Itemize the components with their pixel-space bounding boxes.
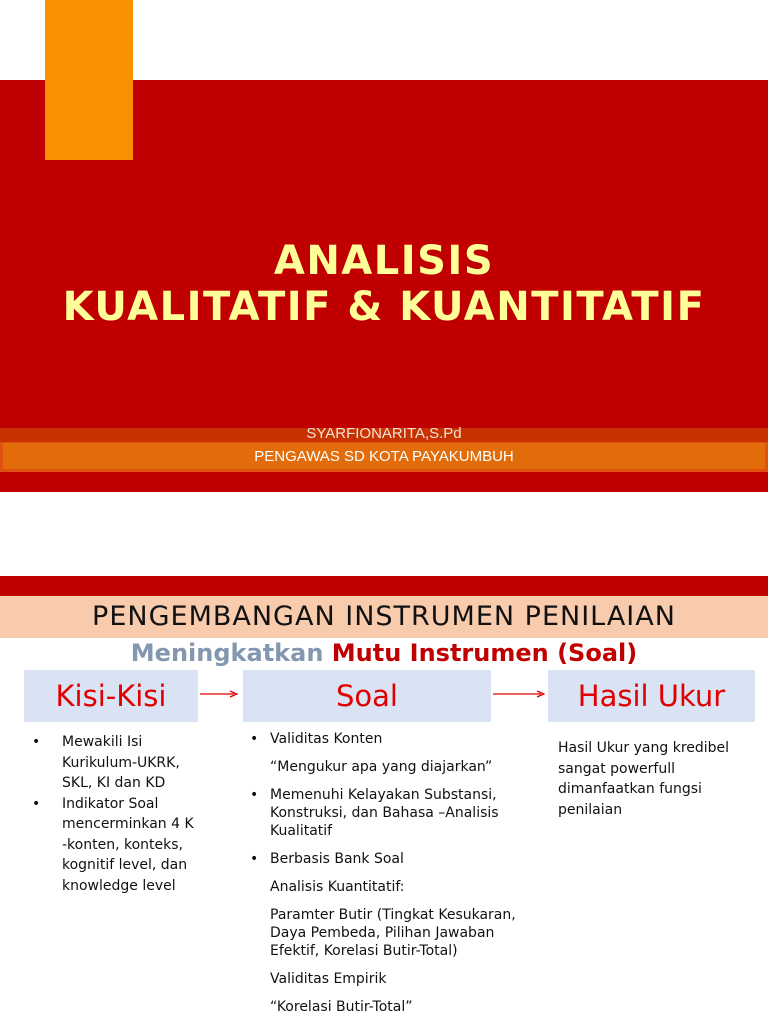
author-role: PENGAWAS SD KOTA PAYAKUMBUH [254, 448, 514, 465]
title-line-2: KUALITATIF & KUANTITATIF [62, 284, 706, 330]
orange-accent-tab [45, 0, 133, 160]
hasil-ukur-text: Hasil Ukur yang kredibel sangat powerfull dimanfaatkan fungsi penilaian [558, 740, 730, 818]
hasil-ukur-column [558, 738, 748, 820]
author-name: SYARFIONARITA,S.Pd [306, 425, 462, 442]
red-top-bar [0, 576, 768, 596]
lead-text-quality: Mutu Instrumen (Soal) [331, 639, 638, 667]
slide-heading: PENGEMBANGAN INSTRUMEN PENILAIAN [92, 601, 676, 632]
list-item: • Mewakili Isi Kurikulum-UKRK, SKL, KI dan KD [32, 732, 202, 794]
arrow-right-icon [493, 690, 545, 698]
list-item: • Memenuhi Kelayakan Substansi, Konstruksi, dan Bahasa –Analisis Kualitatif [250, 786, 518, 840]
list-note: “Mengukur apa yang diajarkan” [270, 759, 493, 775]
list-note: Analisis Kuantitatif: [270, 879, 405, 895]
list-note: Validitas Empirik [270, 971, 387, 987]
kisi-kisi-column [32, 732, 202, 896]
box-hasil-ukur: Hasil Ukur [548, 670, 755, 722]
arrow-right-icon [200, 690, 238, 698]
title-line-1: ANALISIS [273, 238, 495, 284]
lead-text-improve: Meningkatkan [130, 639, 324, 667]
list-note: “Korelasi Butir-Total” [270, 999, 413, 1015]
box-soal: Soal [243, 670, 491, 722]
soal-column [250, 730, 518, 1024]
list-item: • Berbasis Bank Soal [250, 850, 518, 868]
list-item: • Validitas Konten [250, 730, 518, 748]
lead-line [0, 636, 768, 670]
box-kisi-kisi: Kisi-Kisi [24, 670, 198, 722]
list-item: • Indikator Soal mencerminkan 4 K -konten, konteks, kognitif level, dan knowledge level [32, 794, 202, 897]
title-slide [0, 0, 768, 492]
list-note: Paramter Butir (Tingkat Kesukaran, Daya Pembeda, Pilihan Jawaban Efektif, Korelasi Butir-Total) [270, 907, 516, 959]
content-slide [0, 576, 768, 1024]
slide-title [0, 238, 768, 330]
